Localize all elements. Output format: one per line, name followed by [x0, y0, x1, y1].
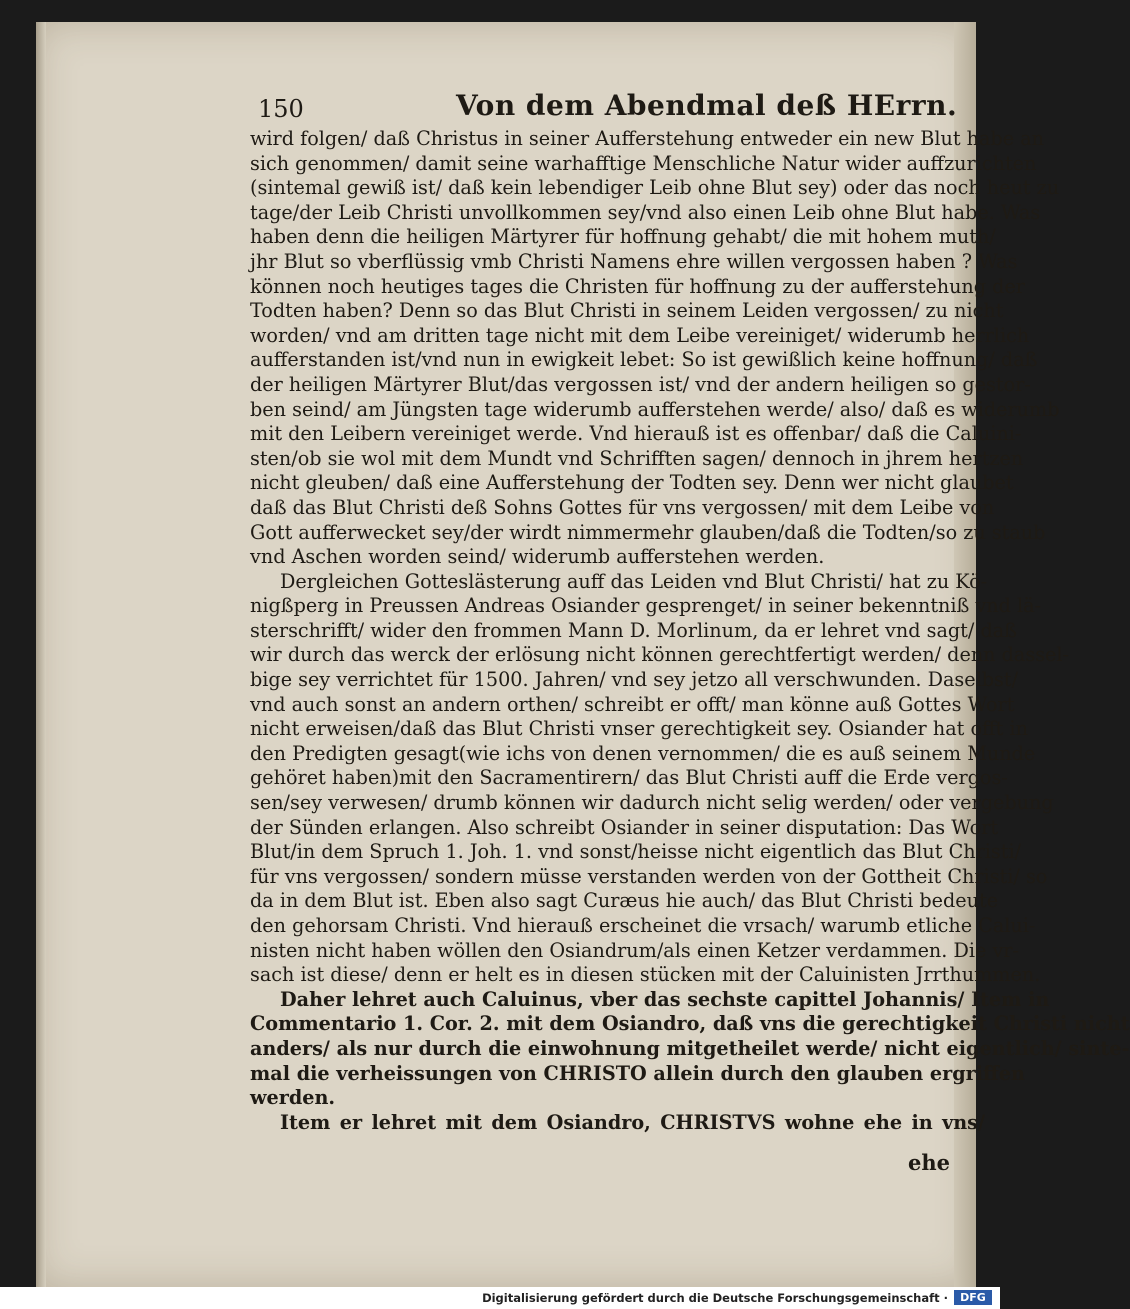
text-line: Commentario 1. Cor. 2. mit dem Osiandro, daß vns die gerechtigkeit Christi nicht — [250, 1012, 1130, 1036]
text-line: der Sünden erlangen. Also schreibt Osiander in seiner disputation: Das Wort — [250, 815, 999, 839]
text-line: tage/der Leib Christi unvollkommen sey/vnd also einen Leib ohne Blut habe. Was — [250, 200, 1041, 224]
text-line: gehöret haben)mit den Sacramentirern/ das Blut Christi auff die Erde vergos- — [250, 766, 1008, 790]
text-line: wir durch das werck der erlösung nicht können gerechtfertigt werden/ denn dassel- — [250, 643, 1070, 667]
text-line: mit den Leibern vereiniget werde. Vnd hierauß ist es offenbar/ daß die Caluini- — [250, 422, 1022, 446]
text-line: sich genommen/ damit seine warhafftige Menschliche Natur wider auffzurichten — [250, 151, 1037, 175]
text-line: mal die verheissungen von CHRISTO allein durch den glauben ergriffen — [250, 1061, 1025, 1085]
catchword: ehe — [908, 1150, 950, 1175]
text-line: nicht erweisen/daß das Blut Christi vnser gerechtigkeit sey. Osiander hat offt in — [250, 717, 1028, 741]
text-line: (sintemal gewiß ist/ daß kein lebendiger Leib ohne Blut sey) oder das noch heut zu — [250, 176, 1060, 200]
text-line: bige sey verrichtet für 1500. Jahren/ vnd sey jetzo all verschwunden. Daselbst/ — [250, 668, 1019, 692]
text-line: nigßperg in Preussen Andreas Osiander gesprenget/ in seiner bekenntniß vnd lä- — [250, 594, 1042, 618]
text-line: den gehorsam Christi. Vnd hierauß erscheinet die vrsach/ warumb etliche Calui- — [250, 914, 1036, 937]
text-line: der heiligen Märtyrer Blut/das vergossen ist/ vnd der andern heiligen so gestor- — [250, 372, 1031, 396]
text-line: sten/ob sie wol mit dem Mundt vnd Schrifften sagen/ dennoch in jhrem hertzen — [250, 446, 1024, 470]
text-line: Daher lehret auch Caluinus, vber das sechste capittel Johannis/ Item in — [280, 987, 1050, 1011]
dfg-logo: DFG — [954, 1290, 992, 1305]
text-line: den Predigten gesagt(wie ichs von denen vernommen/ die es auß seinem Munde — [250, 741, 1036, 765]
text-line: sterschrifft/ wider den frommen Mann D. Morlinum, da er lehret vnd sagt/ daß — [250, 618, 1017, 642]
text-line: vnd Aschen worden seind/ widerumb aufferstehen werden. — [250, 545, 825, 569]
text-line: Gott aufferwecket sey/der wirdt nimmermehr glauben/daß die Todten/so zu staub — [250, 520, 1046, 544]
page-left-edge — [36, 22, 46, 1287]
text-line: Item er lehret mit dem Osiandro, CHRISTVS wohne ehe in vns/ — [280, 1110, 985, 1134]
page-header — [250, 77, 985, 127]
text-line: daß das Blut Christi deß Sohns Gottes für vns vergossen/ mit dem Leibe von — [250, 495, 995, 519]
text-line: sen/sey verwesen/ drumb können wir dadurch nicht selig werden/ oder vergebung — [250, 791, 1054, 815]
text-line: werden. — [250, 1086, 336, 1110]
book-page — [36, 22, 1130, 1287]
text-line: worden/ vnd am dritten tage nicht mit dem Leibe vereiniget/ widerumb herrlich — [250, 323, 1030, 347]
text-line: vnd auch sonst an andern orthen/ schreibt er offt/ man könne auß Gottes Wort — [250, 692, 1015, 716]
funding-credit: Digitalisierung gefördert durch die Deutsche Forschungsgemeinschaft · — [482, 1291, 948, 1305]
text-line: Todten haben? Denn so das Blut Christi in seinem Leiden vergossen/ zu nicht — [250, 299, 1004, 323]
body-text — [250, 127, 1130, 1135]
text-line: können noch heutiges tages die Christen für hoffnung zu der aufferstehung der — [250, 274, 1025, 298]
running-title: Von dem Abendmal deß HErrn. — [456, 89, 958, 122]
page-text-block — [250, 77, 1130, 1135]
text-line: nisten nicht haben wöllen den Osiandrum/als einen Ketzer verdammen. Die vr- — [250, 938, 1019, 962]
text-line: für vns vergossen/ sondern müsse verstanden werden von der Gottheit Christi/ so — [250, 864, 1048, 888]
text-line: anders/ als nur durch die einwohnung mitgetheilet werde/ nicht eigentlich/ sinte- — [250, 1036, 1130, 1060]
text-line: sach ist diese/ denn er helt es in diesen stücken mit der Caluinisten Jrrthummen. — [250, 963, 1041, 987]
text-line: nicht gleuben/ daß eine Aufferstehung der Todten sey. Denn wer nicht glaubet — [250, 471, 1014, 495]
text-line: Blut/in dem Spruch 1. Joh. 1. vnd sonst/heisse nicht eigentlich das Blut Christi/ — [250, 840, 1022, 864]
text-line: da in dem Blut ist. Eben also sagt Curæus hie auch/ das Blut Christi bedeute — [250, 889, 999, 913]
text-line: wird folgen/ daß Christus in seiner Aufferstehung entweder ein new Blut habe an — [250, 127, 1044, 150]
text-line: aufferstanden ist/vnd nun in ewigkeit lebet: So ist gewißlich keine hoffnung/ daß — [250, 348, 1038, 372]
text-line: haben denn die heiligen Märtyrer für hoffnung gehabt/ die mit hohem muth/ — [250, 225, 996, 249]
footer-bar — [0, 1287, 1000, 1309]
page-number: 150 — [258, 95, 304, 123]
text-line: jhr Blut so vberflüssig vmb Christi Namens ehre willen vergossen haben ? Was — [250, 249, 1018, 273]
text-line: ben seind/ am Jüngsten tage widerumb aufferstehen werde/ also/ daß es widerumb — [250, 397, 1060, 421]
text-line: Dergleichen Gotteslästerung auff das Leiden vnd Blut Christi/ hat zu Kö- — [280, 569, 988, 593]
